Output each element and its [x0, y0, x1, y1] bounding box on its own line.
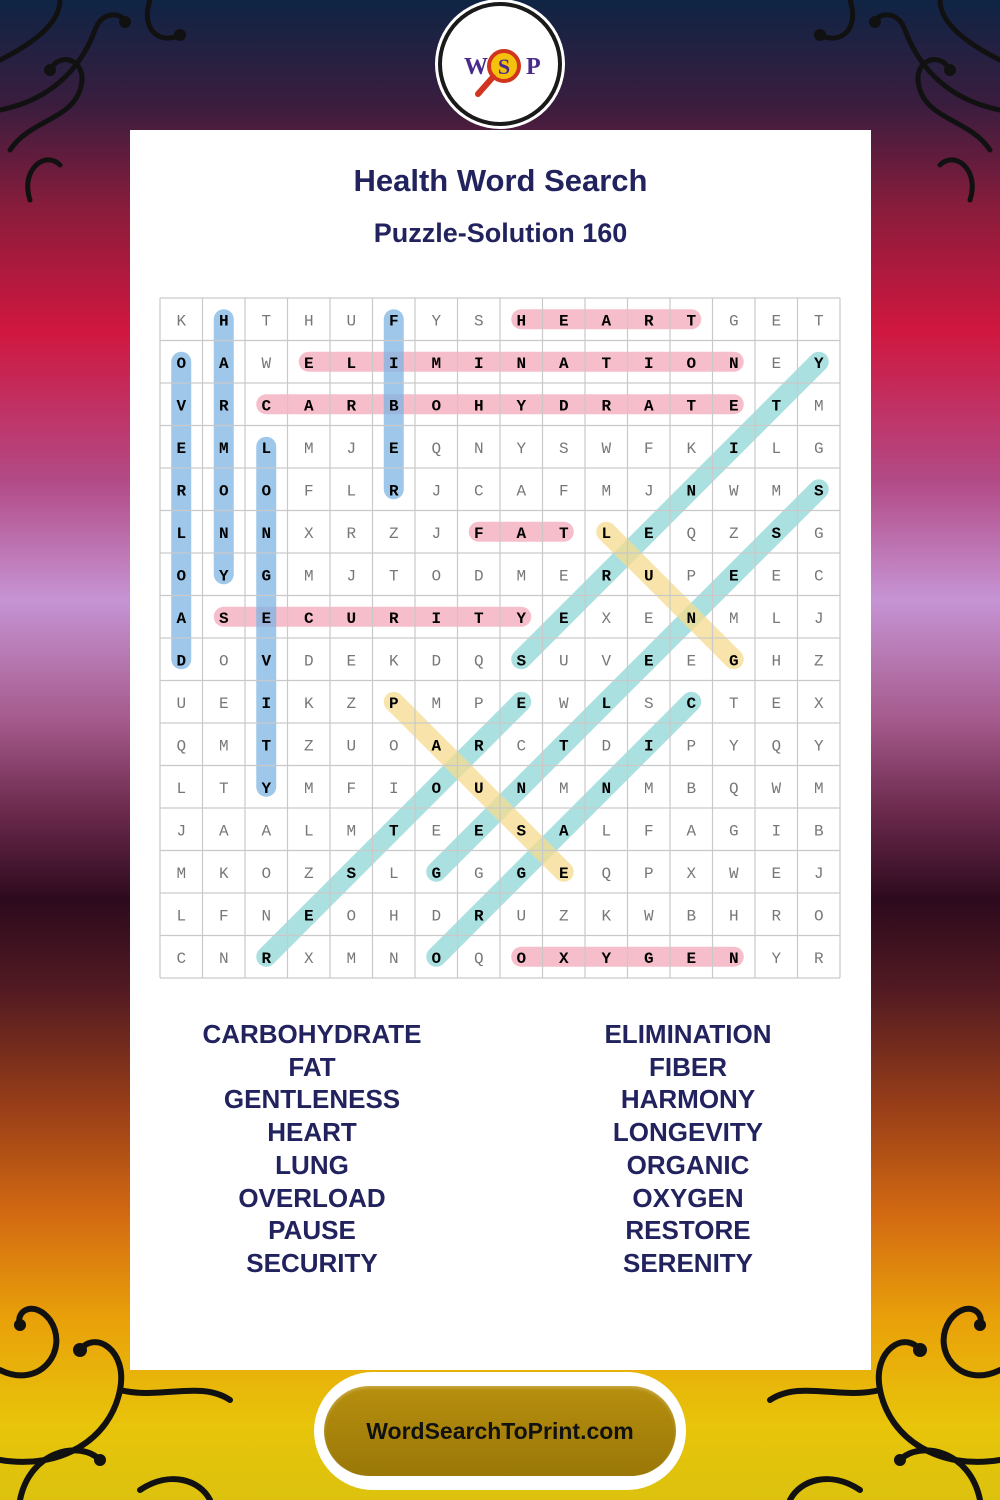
grid-letter: G	[728, 312, 739, 331]
grid-letter: I	[643, 737, 654, 756]
puzzle-sheet	[130, 130, 871, 1370]
grid-letter: A	[261, 822, 272, 841]
grid-letter: C	[686, 694, 697, 713]
grid-letter: O	[176, 354, 187, 373]
grid-letter: Z	[813, 652, 824, 671]
grid-letter: E	[728, 567, 739, 586]
grid-letter: A	[601, 312, 612, 331]
grid-letter: C	[473, 482, 484, 501]
grid-letter: O	[218, 652, 229, 671]
grid-letter: E	[176, 439, 187, 458]
grid-letter: O	[261, 482, 272, 501]
grid-letter: Y	[516, 397, 527, 416]
grid-letter: J	[346, 439, 357, 458]
grid-letter: L	[176, 779, 187, 798]
grid-letter: S	[771, 524, 782, 543]
grid-letter: S	[473, 312, 484, 331]
grid-letter: M	[431, 694, 442, 713]
grid-letter: D	[473, 567, 484, 586]
grid-letter: R	[218, 397, 229, 416]
grid-letter: O	[686, 354, 697, 373]
grid-letter: N	[261, 907, 272, 926]
grid-letter: M	[813, 397, 824, 416]
grid-letter: F	[218, 907, 229, 926]
grid-letter: C	[261, 397, 272, 416]
grid-letter: E	[346, 652, 357, 671]
grid-letter: A	[686, 822, 697, 841]
grid-letter: Y	[516, 609, 527, 628]
grid-letter: H	[728, 907, 739, 926]
grid-letter: M	[558, 779, 569, 798]
grid-letter: G	[643, 949, 654, 968]
grid-letter: V	[601, 652, 612, 671]
grid-letter: E	[643, 524, 654, 543]
grid-letter: M	[303, 779, 314, 798]
grid-letter: E	[431, 822, 442, 841]
word-list-item: CARBOHYDRATE	[202, 1019, 422, 1049]
word-list-item: RESTORE	[625, 1215, 751, 1246]
grid-letter: C	[303, 609, 314, 628]
grid-letter: A	[516, 524, 527, 543]
grid-letter: J	[346, 567, 357, 586]
word-list-item: OXYGEN	[632, 1182, 744, 1213]
grid-letter: W	[728, 864, 739, 883]
grid-letter: L	[601, 822, 612, 841]
grid-letter: O	[176, 567, 187, 586]
grid-letter: P	[473, 694, 484, 713]
grid-letter: K	[388, 652, 399, 671]
word-list-item: SECURITY	[246, 1247, 378, 1278]
grid-letter: Z	[728, 524, 739, 543]
grid-letter: X	[303, 524, 314, 543]
grid-letter: N	[601, 779, 612, 798]
grid-letter: R	[176, 482, 187, 501]
word-list-item: FAT	[288, 1051, 336, 1082]
word-list-item: HEART	[267, 1117, 357, 1148]
grid-letter: Y	[813, 737, 824, 756]
grid-letter: J	[813, 864, 824, 883]
word-list-item: OVERLOAD	[238, 1182, 386, 1213]
grid-letter: M	[728, 609, 739, 628]
grid-letter: G	[261, 567, 272, 586]
word-list-item: LONGEVITY	[612, 1117, 764, 1148]
grid-letter: E	[771, 354, 782, 373]
grid-letter: E	[771, 567, 782, 586]
grid-letter: R	[473, 737, 484, 756]
grid-letter: G	[728, 822, 739, 841]
grid-letter: A	[218, 822, 229, 841]
grid-letter: M	[516, 567, 527, 586]
grid-letter: B	[813, 822, 824, 841]
grid-letter: T	[388, 567, 399, 586]
grid-letter: E	[771, 864, 782, 883]
grid-letter: X	[558, 949, 569, 968]
grid-letter: E	[686, 652, 697, 671]
grid-letter: L	[388, 864, 399, 883]
grid-letter: R	[643, 312, 654, 331]
grid-letter: L	[176, 907, 187, 926]
grid-letter: D	[601, 737, 612, 756]
logo-letter-s: S	[497, 54, 511, 79]
grid-letter: N	[218, 949, 229, 968]
grid-letter: B	[686, 907, 697, 926]
grid-letter: U	[516, 907, 527, 926]
grid-letter: M	[176, 864, 187, 883]
grid-letter: T	[686, 312, 697, 331]
grid-letter: N	[516, 779, 527, 798]
grid-letter: P	[388, 694, 399, 713]
grid-letter: Y	[261, 779, 272, 798]
grid-letter: I	[771, 822, 782, 841]
grid-letter: E	[558, 609, 569, 628]
grid-letter: U	[346, 737, 357, 756]
grid-letter: R	[601, 567, 612, 586]
grid-letter: Y	[771, 949, 782, 968]
grid-letter: O	[218, 482, 229, 501]
grid-letter: W	[261, 354, 272, 373]
grid-letter: E	[218, 694, 229, 713]
grid-letter: S	[346, 864, 357, 883]
grid-letter: E	[771, 694, 782, 713]
grid-letter: I	[431, 609, 442, 628]
grid-letter: T	[771, 397, 782, 416]
grid-letter: S	[218, 609, 229, 628]
grid-letter: W	[558, 694, 569, 713]
grid-letter: M	[601, 482, 612, 501]
grid-letter: M	[346, 949, 357, 968]
grid-letter: G	[813, 524, 824, 543]
grid-letter: V	[261, 652, 272, 671]
grid-letter: E	[686, 949, 697, 968]
grid-letter: T	[473, 609, 484, 628]
word-list-item: ELIMINATION	[604, 1019, 772, 1049]
grid-letter: R	[261, 949, 272, 968]
grid-letter: T	[261, 737, 272, 756]
grid-letter: O	[813, 907, 824, 926]
grid-letter: G	[431, 864, 442, 883]
grid-letter: I	[388, 779, 399, 798]
grid-letter: A	[303, 397, 314, 416]
grid-letter: A	[643, 397, 654, 416]
grid-letter: K	[218, 864, 229, 883]
grid-letter: L	[601, 694, 612, 713]
page-subtitle: Puzzle-Solution 160	[373, 218, 628, 248]
grid-letter: V	[176, 397, 187, 416]
grid-letter: E	[643, 652, 654, 671]
grid-letter: R	[346, 397, 357, 416]
grid-letter: E	[261, 609, 272, 628]
grid-letter: P	[643, 864, 654, 883]
grid-letter: L	[176, 524, 187, 543]
grid-letter: U	[643, 567, 654, 586]
grid-letter: L	[771, 439, 782, 458]
grid-letter: Y	[516, 439, 527, 458]
grid-letter: Q	[176, 737, 187, 756]
grid-letter: Z	[303, 864, 314, 883]
grid-letter: X	[813, 694, 824, 713]
grid-letter: S	[516, 822, 527, 841]
grid-letter: W	[728, 482, 739, 501]
grid-letter: L	[346, 482, 357, 501]
grid-letter: U	[346, 609, 357, 628]
grid-letter: U	[558, 652, 569, 671]
grid-letter: Q	[431, 439, 442, 458]
grid-letter: W	[601, 439, 612, 458]
grid-letter: E	[303, 354, 314, 373]
grid-letter: Z	[388, 524, 399, 543]
grid-letter: C	[176, 949, 187, 968]
grid-letter: O	[261, 864, 272, 883]
grid-letter: O	[431, 779, 442, 798]
grid-letter: J	[643, 482, 654, 501]
grid-letter: I	[728, 439, 739, 458]
grid-letter: N	[218, 524, 229, 543]
grid-letter: T	[686, 397, 697, 416]
grid-letter: G	[473, 864, 484, 883]
grid-letter: Q	[473, 652, 484, 671]
grid-letter: K	[303, 694, 314, 713]
grid-letter: Z	[558, 907, 569, 926]
grid-letter: O	[516, 949, 527, 968]
grid-letter: M	[346, 822, 357, 841]
grid-letter: C	[516, 737, 527, 756]
grid-letter: T	[728, 694, 739, 713]
site-logo[interactable]	[438, 2, 562, 126]
grid-letter: H	[771, 652, 782, 671]
website-link-button[interactable]: WordSearchToPrint.com	[324, 1386, 676, 1476]
grid-letter: T	[601, 354, 612, 373]
grid-letter: H	[388, 907, 399, 926]
grid-letter: D	[431, 652, 442, 671]
grid-letter: Y	[218, 567, 229, 586]
word-list-item: HARMONY	[620, 1084, 756, 1115]
grid-letter: F	[643, 439, 654, 458]
grid-letter: T	[558, 737, 569, 756]
word-list-item: PAUSE	[268, 1215, 356, 1246]
grid-letter: O	[431, 397, 442, 416]
grid-letter: Q	[728, 779, 739, 798]
grid-letter: Y	[431, 312, 442, 331]
grid-letter: X	[601, 609, 612, 628]
grid-letter: L	[303, 822, 314, 841]
grid-letter: T	[813, 312, 824, 331]
grid-letter: I	[473, 354, 484, 373]
grid-letter: I	[643, 354, 654, 373]
grid-letter: Z	[303, 737, 314, 756]
grid-letter: Q	[601, 864, 612, 883]
grid-letter: T	[218, 779, 229, 798]
word-list-right	[538, 1018, 838, 1280]
grid-letter: A	[176, 609, 187, 628]
grid-letter: E	[303, 907, 314, 926]
grid-letter: Y	[813, 354, 824, 373]
grid-letter: I	[388, 354, 399, 373]
grid-letter: L	[346, 354, 357, 373]
grid-letter: R	[473, 907, 484, 926]
grid-letter: Q	[771, 737, 782, 756]
grid-letter: J	[813, 609, 824, 628]
grid-letter: P	[686, 737, 697, 756]
word-list-item: ORGANIC	[626, 1149, 750, 1180]
grid-letter: R	[813, 949, 824, 968]
grid-letter: N	[686, 609, 697, 628]
grid-letter: Y	[601, 949, 612, 968]
grid-letter: Q	[473, 949, 484, 968]
grid-letter: J	[431, 482, 442, 501]
grid-letter: R	[771, 907, 782, 926]
grid-letter: B	[388, 397, 399, 416]
word-list-item: SERENITY	[622, 1247, 754, 1278]
grid-letter: A	[516, 482, 527, 501]
grid-letter: S	[558, 439, 569, 458]
grid-letter: Q	[686, 524, 697, 543]
grid-letter: J	[176, 822, 187, 841]
grid-letter: A	[558, 354, 569, 373]
grid-letter: L	[771, 609, 782, 628]
grid-letter: W	[643, 907, 654, 926]
grid-letter: O	[431, 949, 442, 968]
grid-letter: H	[303, 312, 314, 331]
grid-letter: G	[516, 864, 527, 883]
grid-letter: E	[771, 312, 782, 331]
grid-letter: T	[388, 822, 399, 841]
grid-letter: N	[388, 949, 399, 968]
grid-letter: K	[176, 312, 187, 331]
grid-letter: L	[601, 524, 612, 543]
grid-letter: N	[516, 354, 527, 373]
page-title: Health Word Search	[353, 163, 648, 198]
grid-letter: D	[303, 652, 314, 671]
grid-letter: N	[473, 439, 484, 458]
grid-letter: O	[346, 907, 357, 926]
grid-letter: T	[558, 524, 569, 543]
grid-letter: M	[303, 439, 314, 458]
grid-letter: K	[686, 439, 697, 458]
grid-letter: M	[771, 482, 782, 501]
grid-letter: A	[218, 354, 229, 373]
grid-letter: X	[686, 864, 697, 883]
grid-letter: D	[558, 397, 569, 416]
grid-letter: X	[303, 949, 314, 968]
grid-letter: C	[813, 567, 824, 586]
word-search-grid	[160, 298, 840, 978]
grid-letter: F	[643, 822, 654, 841]
grid-letter: E	[558, 312, 569, 331]
grid-letter: M	[218, 737, 229, 756]
grid-letter: P	[686, 567, 697, 586]
grid-letter: F	[346, 779, 357, 798]
grid-letter: Z	[346, 694, 357, 713]
grid-letter: S	[643, 694, 654, 713]
grid-letter: D	[431, 907, 442, 926]
grid-letter: E	[473, 822, 484, 841]
grid-letter: F	[473, 524, 484, 543]
grid-letter: M	[813, 779, 824, 798]
grid-letter: F	[388, 312, 399, 331]
grid-letter: R	[388, 609, 399, 628]
grid-letter: N	[728, 949, 739, 968]
word-list-item: LUNG	[275, 1149, 349, 1180]
grid-letter: E	[558, 567, 569, 586]
grid-letter: F	[558, 482, 569, 501]
logo-letter-p: P	[526, 54, 541, 80]
grid-letter: A	[558, 822, 569, 841]
grid-letter: S	[813, 482, 824, 501]
word-list-item: GENTLENESS	[223, 1084, 401, 1115]
grid-letter: N	[261, 524, 272, 543]
grid-letter: M	[218, 439, 229, 458]
grid-letter: N	[728, 354, 739, 373]
grid-letter: W	[771, 779, 782, 798]
grid-letter: U	[346, 312, 357, 331]
grid-letter: R	[388, 482, 399, 501]
grid-letter: D	[176, 652, 187, 671]
grid-letter: L	[261, 439, 272, 458]
grid-letter: M	[431, 354, 442, 373]
grid-letter: J	[431, 524, 442, 543]
grid-letter: I	[261, 694, 272, 713]
grid-letter: H	[473, 397, 484, 416]
grid-letter: O	[388, 737, 399, 756]
grid-letter: E	[643, 609, 654, 628]
grid-letter: B	[686, 779, 697, 798]
grid-letter: E	[728, 397, 739, 416]
grid-letter: H	[516, 312, 527, 331]
grid-letter: M	[643, 779, 654, 798]
grid-letter: U	[473, 779, 484, 798]
logo-letter-w: W	[464, 54, 488, 80]
grid-letter: N	[686, 482, 697, 501]
grid-letter: R	[346, 524, 357, 543]
grid-letter: F	[303, 482, 314, 501]
grid-letter: R	[601, 397, 612, 416]
grid-letter: G	[728, 652, 739, 671]
word-list-item: FIBER	[649, 1051, 727, 1082]
grid-letter: U	[176, 694, 187, 713]
grid-letter: K	[601, 907, 612, 926]
grid-letter: G	[813, 439, 824, 458]
grid-letter: E	[516, 694, 527, 713]
grid-letter: E	[558, 864, 569, 883]
grid-letter: S	[516, 652, 527, 671]
grid-letter: H	[218, 312, 229, 331]
word-list-left	[162, 1018, 462, 1280]
grid-letter: M	[303, 567, 314, 586]
grid-letter: O	[431, 567, 442, 586]
grid-letter: E	[388, 439, 399, 458]
grid-letter: Y	[728, 737, 739, 756]
grid-letter: A	[431, 737, 442, 756]
grid-letter: T	[261, 312, 272, 331]
